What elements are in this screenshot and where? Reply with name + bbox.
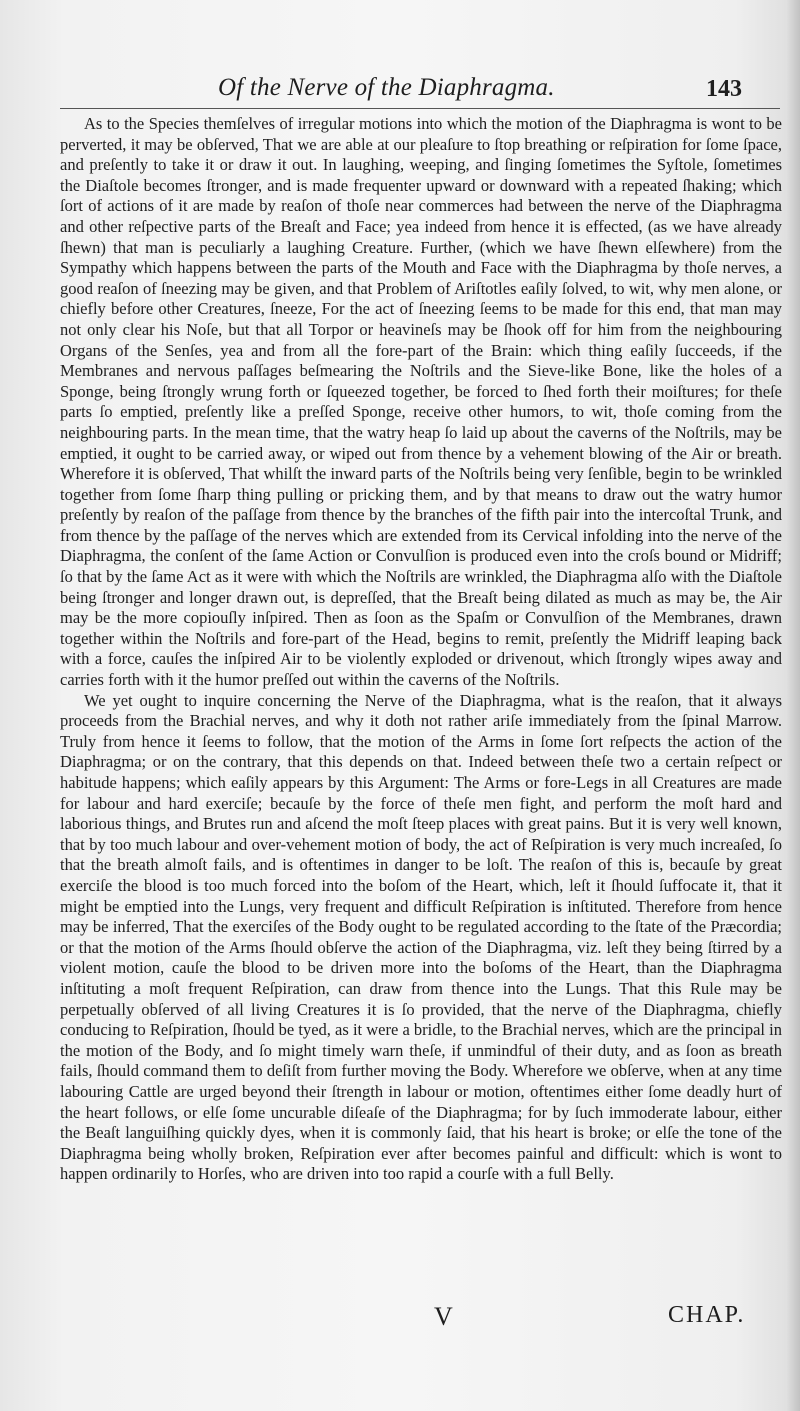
page-number: 143 <box>706 76 742 102</box>
catchword: CHAP. <box>668 1302 746 1328</box>
paragraph: As to the Species themſelves of irregular motions into which the motion of the Diaphragma is wont to be perverted, it may be obſerved, That we are able at our pleaſure to ſtop breathing or reſpiration for ſome ſpace, and preſently to take it or draw it out. In laughing, weeping, and ſinging ſometimes the Syſtole, ſometimes the Diaſtole becomes ſtronger, and is made frequenter upward or downward with a repeated ſhaking; which ſort of actions of it are made by reaſon of thoſe near commerces had between the nerve of the Diaphragma and other reſpective parts of the Breaſt and Face; yea indeed from hence it is effected, (as we have already ſhewn) that man is peculiarly a laughing Creature. Further, (which we have ſhewn elſewhere) from the Sympathy which happens between the parts of the Mouth and Face with the Diaphragma by thoſe nerves, a good reaſon of ſneezing may be given, and that Problem of Ariſtotles eaſily ſolved, to wit, why men alone, or chiefly before other Creatures, ſneeze, For the act of ſneezing ſeems to be made for this end, that man may not only clear his Noſe, but that all Torpor or heavineſs may be ſhook off for him from the neighbouring Organs of the Senſes, yea and from all the fore-part of the Brain: which thing eaſily ſucceeds, if the Membranes and nervous paſſages beſmearing the Noſtrils and the Sieve-like Bone, like the holes of a Sponge, being ſtrongly wrung forth or ſqueezed together, be forced to ſhed forth their moiſtures; for theſe parts ſo emptied, preſently like a preſſed Sponge, receive other humors, to wit, thoſe coming from the neighbouring parts. In the mean time, that the watry heap ſo laid up about the caverns of the Noſtrils, may be emptied, it ought to be carried away, or wiped out from thence by a vehement blowing of the Air or breath. Wherefore it is obſerved, That whilſt the inward parts of the Noſtrils being very ſenſible, begin to be wrinkled together from ſome ſharp thing pulling or pricking them, and by that means to draw out the watry humor preſently by reaſon of the paſſage from thence by the branches of the fifth pair into the intercoſtal Trunk, and from thence by the paſſage of the nerves which are extended from its Cervical infolding into the nerve of the Diaphragma, the conſent of the ſame Action or Convulſion is produced even into the croſs bound or Midriff; ſo that by the ſame Act as it were with which the Noſtrils are wrinkled, the Diaphragma alſo with the Diaſtole being ſtronger and longer drawn out, is depreſſed, that the Breaſt being dilated as much as may be, the Air may be the more copiouſly inſpired. Then as ſoon as the Spaſm or Convulſion of the Membranes, drawn together within the Noſtrils and fore-part of the Head, begins to remit, preſently the Midriff leaping back with a force, cauſes the inſpired Air to be violently exploded or drivenout, which ſtrongly wipes away and carries forth with it the humor preſſed out within the caverns of the Noſtrils. <box>60 114 782 690</box>
page-edge-shadow <box>786 0 800 1411</box>
running-title: Of the Nerve of the Diaphragma. <box>218 74 555 101</box>
paragraph: We yet ought to inquire concerning the Nerve of the Diaphragma, what is the reaſon, that it always proceeds from the Brachial nerves, and why it doth not rather ariſe immediately from the ſpinal Marrow. Truly from hence it ſeems to follow, that the motion of the Arms in ſome ſort reſpects the action of the Diaphragma; or on the contrary, that this depends on that. Indeed between theſe two a certain reſpect or habitude happens; which eaſily appears by this Argument: The Arms or fore-Legs in all Creatures are made for labour and hard exerciſe; becauſe by the force of theſe men fight, and perform the moſt hard and laborious things, and Brutes run and aſcend the moſt ſteep places with great pains. But it is very well known, that by too much labour and over-vehement motion of body, the act of Reſpiration is very much increaſed, ſo that the breath almoſt fails, and is oftentimes in danger to be loſt. The reaſon of this is, becauſe by great exerciſe the blood is too much forced into the boſom of the Heart, which, leſt it ſhould ſuffocate it, that it might be emptied into the Lungs, very frequent and difficult Reſpiration is inſtituted. Therefore from hence may be inferred, That the exerciſes of the Body ought to be regulated according to the ſtate of the Præcordia; or that the motion of the Arms ſhould obſerve the action of the Diaphragma, viz. leſt they being ſtirred by a violent motion, cauſe the blood to be driven more into the boſoms of the Heart, than the Diaphragma inſtituting a moſt frequent Reſpiration, can draw from thence into the Lungs. That this Rule may be perpetually obſerved of all living Creatures it is ſo provided, that the nerve of the Diaphragma, chiefly conducing to Reſpiration, ſhould be tyed, as it were a bridle, to the Brachial nerves, which are the principal in the motion of the Body, and ſo might timely warn theſe, if unmindful of their duty, and as ſoon as breath fails, ſhould command them to deſiſt from further moving the Body. Wherefore we obſerve, when at any time labouring Cattle are urged beyond their ſtrength in labour or motion, oftentimes either ſome deadly hurt of the heart follows, or elſe ſome uncurable diſeaſe of the Diaphragma; for by ſuch immoderate labour, either the Beaſt languiſhing quickly dyes, when it is commonly ſaid, that his heart is broke; or elſe the tone of the Diaphragma being wholly broken, Reſpiration ever after becomes painful and difficult: which is wont to happen ordinarily to Horſes, who are driven into too rapid a courſe with a full Belly. <box>60 690 782 1184</box>
page-footer <box>0 1290 800 1350</box>
signature-mark: V <box>434 1302 453 1331</box>
body-text <box>60 114 782 1185</box>
header-rule <box>60 108 780 109</box>
